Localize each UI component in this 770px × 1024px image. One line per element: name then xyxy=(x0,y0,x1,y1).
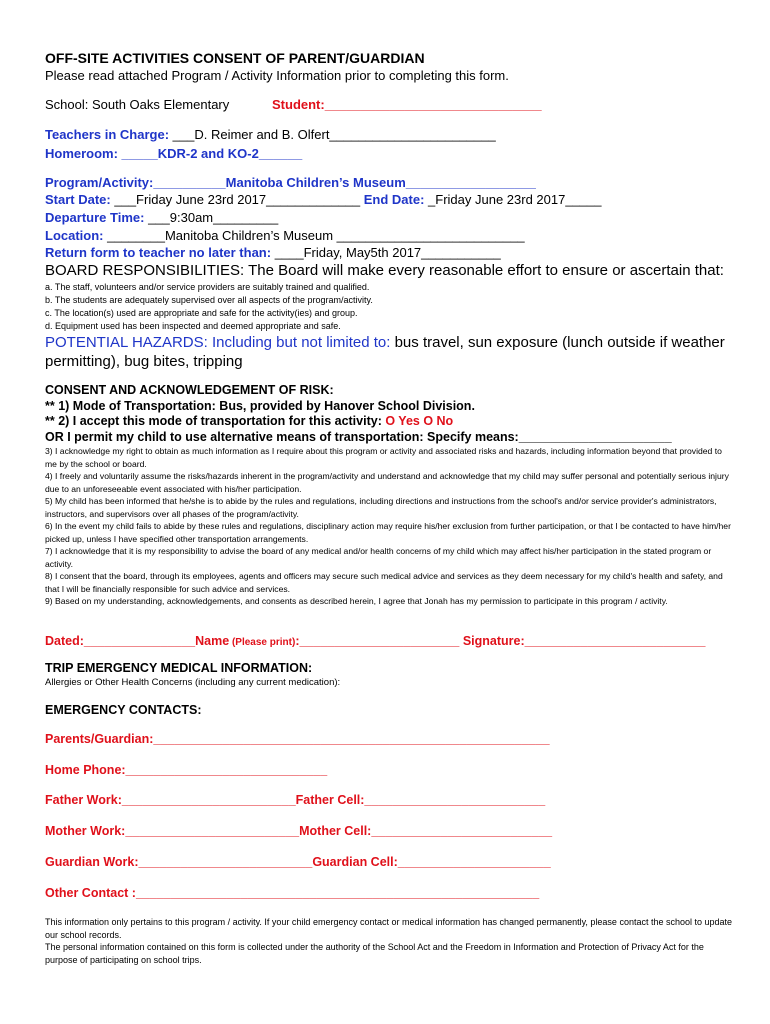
location-label: Location: xyxy=(45,228,104,243)
consent-item-2 xyxy=(45,414,453,428)
return-value: ____Friday, May5th 2017___________ xyxy=(271,245,501,260)
other-contact-field[interactable]: Other Contact :__________________________________________________________ xyxy=(45,886,540,900)
medical-subtext: Allergies or Other Health Concerns (including any current medication): xyxy=(45,677,341,688)
homeroom-line: Homeroom: _____KDR-2 and KO-2______ xyxy=(45,146,303,161)
hazards-label: POTENTIAL HAZARDS: Including but not limited to: xyxy=(45,334,391,351)
please-print-label: (Please print) xyxy=(229,637,296,648)
name-label: Name xyxy=(195,634,230,648)
consent-item-1: ** 1) Mode of Transportation: Bus, provided by Hanover School Division. xyxy=(45,399,475,413)
board-item-d: d. Equipment used has been inspected and deemed appropriate and safe. xyxy=(45,321,341,331)
consent-item-2-text: ** 2) I accept this mode of transportation for this activity: xyxy=(45,414,382,428)
contacts-heading: EMERGENCY CONTACTS: xyxy=(45,703,202,717)
signature-line xyxy=(45,634,705,648)
medical-heading: TRIP EMERGENCY MEDICAL INFORMATION: xyxy=(45,661,313,675)
consent-heading: CONSENT AND ACKNOWLEDGEMENT OF RISK: xyxy=(45,383,334,397)
alt-transport-line[interactable]: OR I permit my child to use alternative means of transportation: Specify means:______________________ xyxy=(45,430,672,444)
form-subtitle: Please read attached Program / Activity Information prior to completing this form. xyxy=(45,68,509,83)
return-line xyxy=(45,245,501,260)
consent-paragraph-4: 4) I freely and voluntarily assume the risks/hazards inherent in the program/activity and understand and acknowledge that my child may suffer personal and potentially serious injury due to an unforeseeable event associated with his/her participation. xyxy=(45,471,729,494)
consent-paragraph-6: 6) In the event my child fails to abide by these rules and regulations, disciplinary action may require his/her exclusion from further participation, or that I be contacted to have him/her picked up, unless I have specified other transportation arrangements. xyxy=(45,521,731,544)
board-item-a: a. The staff, volunteers and/or service providers are suitably trained and qualified. xyxy=(45,282,370,292)
end-date-value: _Friday June 23rd 2017_____ xyxy=(424,192,602,207)
school-line xyxy=(45,97,229,112)
signature-field[interactable]: Signature:__________________________ xyxy=(459,634,706,648)
dates-line xyxy=(45,192,602,207)
footer-note-1: This information only pertains to this program / activity. If your child emergency contact or medical information has changed permanently, please contact the school to update our school records. xyxy=(45,917,733,940)
location-line xyxy=(45,228,525,243)
hazards-text: bus travel, sun exposure (lunch outside if weather xyxy=(390,334,725,351)
return-label: Return form to teacher no later than: xyxy=(45,245,272,260)
footer-note-2: The personal information contained on this form is collected under the authority of the School Act and the Freedom in Information and Protection of Privacy Act for the purpose of participating on school trips. xyxy=(45,942,704,965)
yes-no-options[interactable]: O Yes O No xyxy=(381,414,454,428)
consent-paragraph-7: 7) I acknowledge that it is my responsibility to advise the board of any medical and/or health concerns of my child which may affect his/her participation in the stated program or activity. xyxy=(45,546,712,569)
consent-paragraph-5: 5) My child has been informed that he/she is to abide by the rules and regulations, including directions and instructions from the school's and/or service provider's administrators, instructors, and supervisors over all phases of the program/activity. xyxy=(45,496,717,519)
form-title: OFF-SITE ACTIVITIES CONSENT OF PARENT/GUARDIAN xyxy=(45,50,425,66)
consent-paragraph-9: 9) Based on my understanding, acknowledgements, and consents as described herein, I agree that Jonah has my permission to participate in this program / activity. xyxy=(45,596,668,606)
student-field[interactable]: Student:______________________________ xyxy=(272,97,542,112)
location-value: ________Manitoba Children’s Museum __________________________ xyxy=(103,228,525,243)
departure-line xyxy=(45,210,278,225)
program-activity-line: Program/Activity:__________Manitoba Children’s Museum__________________ xyxy=(45,175,536,190)
name-field[interactable]: :_______________________ xyxy=(295,634,460,648)
consent-paragraph-3: 3) I acknowledge my right to obtain as much information as I require about this program or activity and associated risks and hazards, including information beyond that provided to me by the school or board. xyxy=(45,446,722,469)
home-phone-field[interactable]: Home Phone:_____________________________ xyxy=(45,763,328,777)
consent-paragraph-8: 8) I consent that the board, through its employees, agents and officers may secure such medical advice and services as they deem necessary for my child's health and safety, and that I will be financially responsible for such advice and services. xyxy=(45,571,723,594)
start-date-value: ___Friday June 23rd 2017_____________ xyxy=(110,192,361,207)
parents-guardian-field[interactable]: Parents/Guardian:_________________________________________________________ xyxy=(45,732,550,746)
departure-label: Departure Time: xyxy=(45,210,145,225)
end-date-label: End Date: xyxy=(360,192,425,207)
school-name: School: South Oaks Elementary xyxy=(45,97,230,112)
departure-value: ___9:30am_________ xyxy=(144,210,279,225)
board-heading: BOARD RESPONSIBILITIES: The Board will make every reasonable effort to ensure or ascertain that: xyxy=(45,262,724,279)
teachers-value: ___D. Reimer and B. Olfert_______________________ xyxy=(169,127,496,142)
guardian-fields[interactable]: Guardian Work:_________________________Guardian Cell:______________________ xyxy=(45,855,551,869)
teachers-label: Teachers in Charge: xyxy=(45,127,170,142)
father-fields[interactable]: Father Work:_________________________Father Cell:__________________________ xyxy=(45,793,546,807)
hazards-line-2: permitting), bug bites, tripping xyxy=(45,353,243,370)
hazards-line-1 xyxy=(45,334,725,351)
teachers-line xyxy=(45,127,496,142)
dated-field[interactable]: Dated:________________ xyxy=(45,634,196,648)
board-item-c: c. The location(s) used are appropriate and safe for the activity(ies) and group. xyxy=(45,308,358,318)
start-date-label: Start Date: xyxy=(45,192,111,207)
board-item-b: b. The students are adequately supervised over all aspects of the program/activity. xyxy=(45,295,373,305)
mother-fields[interactable]: Mother Work:_________________________Mother Cell:__________________________ xyxy=(45,824,553,838)
